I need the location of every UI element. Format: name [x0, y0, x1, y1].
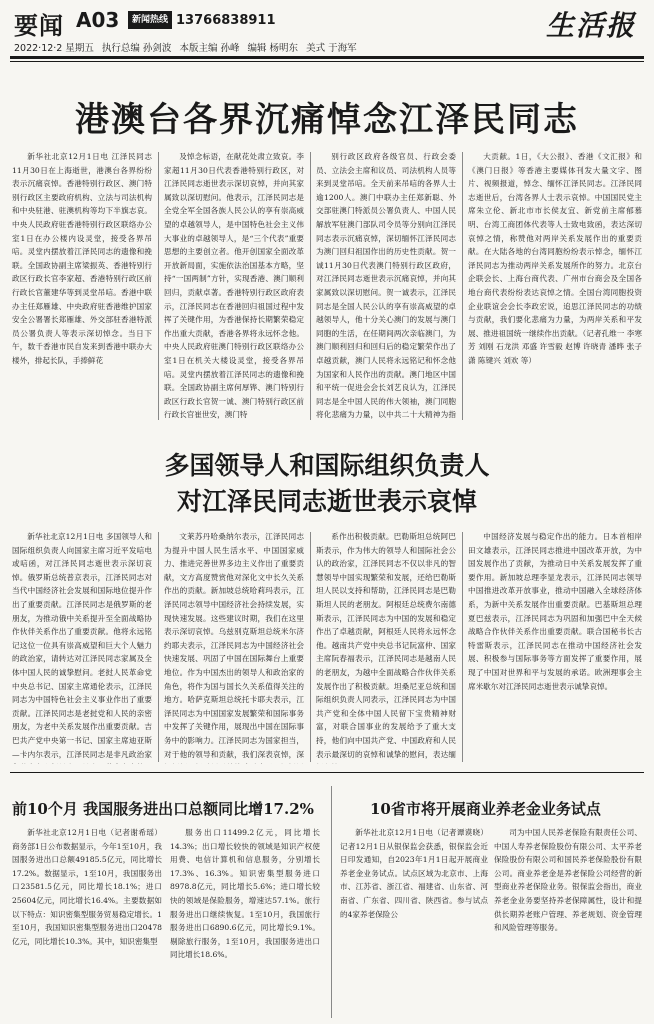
- story3-column-1: 新华社北京12月1日电（记者谢希瑶）商务部1日公布数据显示，今年1至10月，我国服务进出口总额49185.5亿元，同比增长17.2%。数据显示，1至10月，我国服务出口23581.5亿元，同比增长18.1%；进口25604亿元，同比增长16.4%。主要数据如以下特点：知识密集型服务贸易稳定增长。1至10月，我国知识密集型服务进出口20478亿元，同比增长10.3%。其中，知识密集型: [12, 828, 162, 946]
- story2-column-2: 文莱苏丹哈桑纳尔表示，江泽民同志为提升中国人民生活水平、中国国家威力、推进完善世界多边主义作出了重要贡献，文方高度赞赏他对深化文中长久关系作出的贡献。新加坡总统哈莉玛表示，江泽民同志领导中国经济社会持续发展，实现快速发展。这些建议时期，我们在这里表示深切哀悼。乌兹别克斯坦总统米尔济约耶夫表示，江泽民同志为中国经济社会快速发展、巩固了中国在国际舞台上重要地位。作为中国杰出的领导人和政治家的角色，将作为国与国长久关系值得关注的地方。哈萨克斯坦总统托卡耶夫表示，江泽民同志为中国国家发展繁荣和国际事务中发挥了关键作用，展现出中国在国际事务中的影响力。江泽民同志为国家担当，对于他的领导和贡献，我们深表哀悼，深: [164, 532, 304, 759]
- story4-column-2: 司为中国人民养老保险有限责任公司、中国人寿养老保险股份有限公司、太平养老保险股份有限公司和国民养老保险股份有限公司。商业养老金是养老保险公司经营的新型商业养老保险业务。银保监会指出，商业养老金业务要坚持养老保障属性，设计和提供长期养老账户管理、养老规划、资金管理和风险管理等服务。: [494, 828, 642, 933]
- section-divider: [10, 772, 644, 773]
- edition-editor: 编辑 杨明东: [247, 43, 299, 54]
- story2-headline-line1: 多国领导人和国际组织负责人: [164, 451, 490, 480]
- column-divider: [158, 532, 159, 762]
- story3-headline: 前10个月 我国服务进出口总额同比增17.2%: [12, 800, 314, 818]
- story1-column-3: 别行政区政府各级官员、行政会委员、立法会主席和议员、司法机构人员等来到灵堂吊唁。全天前来吊唁的各界人士逾1200人。澳门中联办主任郑新聪、外交部驻澳门特派员公署负责人、中国人民解放军驻澳门部队司令员等分别向江泽民同志表示沉痛哀悼，深切缅怀江泽民同志为澳门回归祖国作出的历史性贡献。贺一诚11月30日代表澳门特别行政区政府，对江泽民同志逝世表示沉痛哀悼，并向其家属致以深切慰问。贺一诚表示，江泽民同志是全国人民公认的享有崇高威望的卓越领导人，他十分关心澳门的发展与澳门同胞的生活，在任期间两次亲临澳门，为澳门顺利回归和回归后的稳定繁荣作出了卓越贡献，澳门人民将永远铭记和怀念他为国家和人民作出的贡献。澳门地区中国和平统一促进会会长刘艺良认为，江泽民同志是全中国人民的伟大领袖，澳门同胞将化悲痛为力量，以中共二十大精神为指: [316, 152, 456, 420]
- edition-info: [14, 40, 362, 54]
- story1-headline: 港澳台各界沉痛悼念江泽民同志: [75, 100, 579, 140]
- story1-column-2: 及悼念标语，在献花处肃立致哀。李家超11月30日代表香港特别行政区，对江泽民同志逝世表示深切哀悼，并向其家属致以深切慰问。他表示，江泽民同志是全党全军全国各族人民公认的享有崇高威望的卓越领导人，是中国特色社会主义伟大事业的卓越领导人，是“三个代表”重要思想的主要创立者。他开创国家全面改革开放新局面，实施依法治国基本方略，坚持“一国两制”方针，实现香港、澳门顺利回归，贡献卓著。香港特别行政区政府表示，江泽民同志在香港回归祖国过程中发挥了关键作用，为香港保持长期繁荣稳定作出重大贡献，香港各界将永远怀念他。中央人民政府驻澳门特别行政区联络办公室1日在机关大楼设灵堂，接受各界吊唁。灵堂内摆放着江泽民同志的遗像和挽联。全国政协副主席何厚铧、澳门特别行政区行政长官贺一诚、澳门特别行政区前行政长官崔世安，澳门特: [164, 152, 304, 420]
- column-divider: [310, 532, 311, 762]
- story2-headline-line2: 对江泽民同志逝世表示哀悼: [176, 487, 477, 516]
- edition-designer: 美式 于海军: [306, 43, 357, 54]
- edition-section-editor: 本版主编 孙峰: [179, 43, 240, 54]
- story2-column-3: 系作出积极贡献。巴勒斯坦总统阿巴斯表示，作为伟大的领导人和国际社会公认的政治家，江泽民同志不仅以非凡的智慧领导中国实现繁荣和发展，还给巴勒斯坦人民以支持和帮助，江泽民同志是巴勒斯坦人民的老朋友。阿根廷总统费尔南德斯表示，江泽民同志为中国的发展和稳定作出了卓越贡献，阿根廷人民将永远怀念他。越南共产党中央总书记阮富仲、国家主席阮春福表示，江泽民同志是越南人民的老朋友，为越中全面战略合作伙伴关系发展作出了积极贡献。坦桑尼亚总统和国际组织负责人同表示，江泽民同志为中国共产党和全体中国人民留下宝贵精神财富，对联合国事业的发展给予了重大支持，他们向中国共产党、中国政府和人民表示最深切的哀悼和诚挚的慰问，表达缅: [316, 532, 456, 759]
- hotline-number: 13766838911: [176, 12, 276, 28]
- story-divider: [331, 786, 332, 1018]
- story3-column-2: 服务出口11499.2亿元，同比增长14.3%；出口增长较快的领域是知识产权使用费、电信计算机和信息服务，分别增长17.3%、16.3%。知识密集型服务进口8978.8亿元，同比增长5.6%；进口增长较快的领域是保险服务，增速达57.1%。旅行服务进出口继续恢复。1至10月，我国旅行服务进出口6890.6亿元，同比增长9.1%。剔除旅行服务，1至10月，我国服务进出口同比增长18.6%。: [170, 828, 320, 960]
- story1-column-1: 新华社北京12月1日电 江泽民同志11月30日在上海逝世，港澳台各界纷纷表示沉痛哀悼。香港特别行政区、澳门特别行政区主要政府机构、立法与司法机构和中央驻港、驻澳机构等均下半旗志哀。中央人民政府驻香港特别行政区联络办公室1日在办公楼内设灵堂，接受各界吊唁。灵堂内摆放着江泽民同志的遗像和挽联。全国政协副主席梁振英、香港特别行政区行政长官李家超、香港特别行政区前行政长官董建华等到灵堂吊唁。香港中联办主任郑雁雄、中央政府驻香港维护国家安全公署署长郑雁雄、外交部驻香港特派员公署负责人等表示深切悼念。当日下午，数千香港市民自发来到香港中联办大楼外，排起长队，手捧鲜花: [12, 152, 152, 365]
- edition-date: 2022·12·2 星期五: [14, 43, 94, 54]
- column-divider: [158, 152, 159, 420]
- story4-column-1: 新华社北京12月1日电（记者谭谟晓）记者12月1日从银保监会获悉，银保监会近日印发通知，自2023年1月1日起开展商业养老金业务试点。试点区域为北京市、上海市、江苏省、浙江省、福建省、山东省、河南省、广东省、四川省、陕西省。参与试点的4家养老保险公: [340, 828, 488, 919]
- column-divider: [310, 152, 311, 420]
- story2-column-1: 新华社北京12月1日电 多国领导人和国际组织负责人向国家主席习近平发唁电或唁函，对江泽民同志逝世表示深切哀悼。俄罗斯总统普京表示，江泽民同志对当代中国经济社会发展和国际地位提升作出了重要贡献。江泽民同志是俄罗斯的老朋友，为推动俄中关系提升至全面战略协作伙伴关系作出了重要贡献。他将永远铭记这位一位具有崇高威望和巨大个人魅力的政治家，请转达对江泽民同志家属及全体中国人民的诚挚慰问。老挝人民革命党中央总书记、国家主席通伦表示，江泽民同志为中国特色社会主义事业作出了重要贡献。江泽民同志是老挝党和人民的亲密朋友，为老中关系发展作出重要贡献。吉巴共产党中央第一书记、国家主席迪亚斯—卡内尔表示，江泽民同志是非凡政治家: [12, 532, 152, 759]
- story1-column-4: 大贡献。1日，《大公报》、香港《文汇报》和《澳门日报》等香港主要媒体刊发大量文字、图片、视频报道，悼念、缅怀江泽民同志。江泽民同志逝世后，台湾各界人士表示哀悼。中国国民党主席朱立伦、新北市市长侯友宜、新党前主席郁慕明、台湾工商团体代表等人士致电致函，表达深切哀悼之情，称赞他对两岸关系发展作出的重要贡献。在大陆各地的台湾同胞纷纷表示悼念，缅怀江泽民同志为推动两岸关系发展所作的努力。北京台企联会长、上海台商代表、广州市台商会及全国各地台商代表纷纷表达哀悼之情。全国台湾同胞投资企业联谊会会长李政宏说，追思江泽民同志的功绩与贡献，我们要化悲痛为力量，为两岸关系和平发展、推进祖国统一继续作出贡献。（记者孔维一 李寒芳 刘刚 石龙洪 邓盛 许雪毅 赵博 许晓青 潘晔 张子潇 陈键兴 刘欢 等）: [468, 152, 642, 365]
- story4-headline: 10省市将开展商业养老金业务试点: [370, 800, 601, 818]
- story2-headline: [0, 448, 654, 520]
- edition-editor-in-chief: 执行总编 孙剑波: [101, 43, 172, 54]
- story2-column-4: 中国经济发展与稳定作出的能力。日本首相岸田文雄表示，江泽民同志推进中国改革开放，为中国发展作出了贡献，为推动日中关系发展发挥了重要作用。新加坡总理李显龙表示，江泽民同志领导中国推进改革开放事业，推动中国融入全球经济体系，为新中关系发展作出重要贡献。巴基斯坦总理夏巴兹表示，江泽民同志为巩固和加强巴中全天候战略合作伙伴关系作出重要贡献。联合国秘书长古特雷斯表示，江泽民同志在推动中国经济社会发展、积极参与国际事务等方面发挥了重要作用，展现了中国对世界和平与发展的承诺。欧洲理事会主席米歇尔对江泽民同志逝世表示诚挚哀悼。: [468, 532, 642, 691]
- masthead: [0, 0, 654, 62]
- column-divider: [462, 152, 463, 420]
- section-name: 要闻: [14, 12, 64, 40]
- masthead-rule-thick: [10, 56, 644, 59]
- column-divider: [462, 532, 463, 762]
- hotline-label: 新闻热线: [128, 11, 172, 29]
- newspaper-logo: 生活报: [545, 9, 636, 42]
- page-code: A03: [76, 8, 120, 32]
- masthead-rule-thin: [10, 61, 644, 62]
- hotline: [128, 10, 276, 30]
